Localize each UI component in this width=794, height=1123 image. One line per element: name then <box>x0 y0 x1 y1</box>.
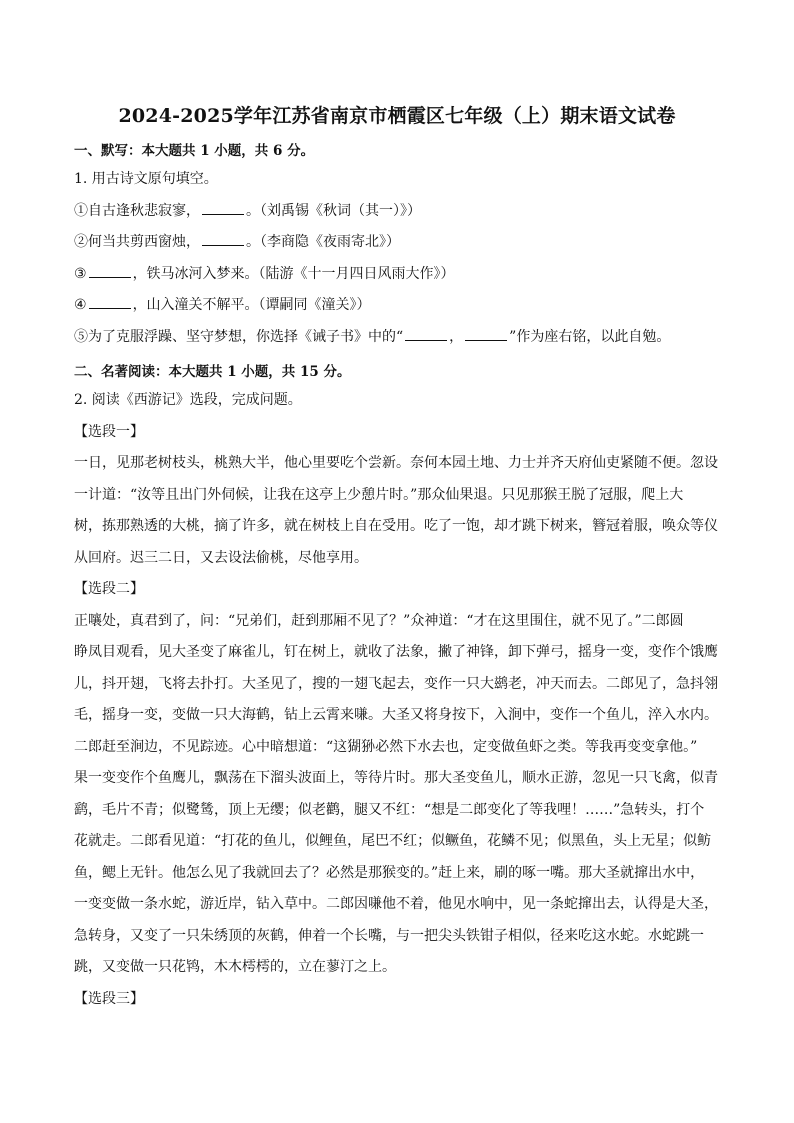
answer-blank[interactable] <box>202 200 244 215</box>
excerpt-line: 一日，见那老树枝头，桃熟大半，他心里要吃个尝新。奈何本园土地、力士并齐天府仙吏紧随不便。忽设 <box>74 455 718 471</box>
excerpt-line: 毛，摇身一变，变做一只大海鹤，钻上云霄来嗛。大圣又将身按下，入涧中，变作一个鱼儿，淬入水内。 <box>74 707 718 723</box>
excerpt-line: 二郎赶至涧边，不见踪迹。心中暗想道：“这猢狲必然下水去也，定变做鱼虾之类。等我再变变拿他。” <box>74 738 698 755</box>
item-5 <box>74 322 720 354</box>
answer-blank[interactable] <box>202 231 244 246</box>
excerpt-line: 跳，又变做一只花鸨，木木樗樗的，立在蓼汀之上。 <box>74 959 396 975</box>
item-5-post: ”作为座右铭，以此自勉。 <box>509 328 671 345</box>
excerpt-2-text <box>74 606 720 984</box>
excerpt-line: 正嚷处，真君到了，问：“兄弟们，赶到那厢不见了？”众神道：“才在这里围住，就不见了。”二郎圆 <box>74 612 684 629</box>
excerpt-line: 一变变做一条水蛇，游近岸，钻入草中。二郎因嗛他不着，他见水响中，见一条蛇撺出去，认得是大圣， <box>74 896 718 912</box>
question-1-prompt: 1. 用古诗文原句填空。 <box>74 171 218 187</box>
excerpt-line: 睁凤目观看，见大圣变了麻雀儿，钉在树上，就收了法象，撇了神锋，卸下弹弓，摇身一变，变作个饿鹰 <box>74 644 718 660</box>
excerpt-1-tag: 【选段一】 <box>74 423 144 440</box>
excerpt-line: 果一变变作个鱼鹰儿，飘荡在下溜头波面上，等待片时。那大圣变鱼儿，顺水正游，忽见一只飞禽，似青 <box>74 770 718 786</box>
excerpt-line: 花就走。二郎看见道：“打花的鱼儿，似鲤鱼，尾巴不红；似鳜鱼，花鳞不见；似黑鱼，头上无星；似鲂 <box>74 833 712 849</box>
excerpt-1-text <box>74 448 720 574</box>
excerpt-line: 急转身，又变了一只朱绣顶的灰鹤，伸着一个长嘴，与一把尖头铁钳子相似，径来吃这水蛇。水蛇跳一 <box>74 927 704 944</box>
item-1 <box>74 196 720 228</box>
excerpt-line: 鱼，鳃上无针。他怎么见了我就回去了？必然是那猴变的。”赶上来，刷的啄一嘴。那大圣就撺出水中， <box>74 864 705 881</box>
excerpt-line: 儿，抖开翅，飞将去扑打。大圣见了，搜的一翅飞起去，变作一只大鹚老，冲天而去。二郎见了，急抖翎 <box>74 675 718 692</box>
answer-blank[interactable] <box>465 326 507 341</box>
item-1-pre: ①自古逢秋悲寂寥， <box>74 202 200 219</box>
item-4-pre: ④ <box>74 297 87 313</box>
excerpt-2-tag: 【选段二】 <box>74 581 144 597</box>
excerpt-line: 鹞，毛片不青；似鹭鸶，顶上无缨；似老鹳，腿又不红：“想是二郎变化了等我哩！……”急转头，打个 <box>74 801 705 818</box>
item-2-pre: ②何当共剪西窗烛， <box>74 234 200 250</box>
item-2-post: 。（李商隐《夜雨寄北》） <box>246 234 400 250</box>
item-2 <box>74 227 720 259</box>
question-2-prompt: 2. 阅读《西游记》选段，完成问题。 <box>74 392 302 408</box>
item-3-post: ，铁马冰河入梦来。（陆游《十一月四日风雨大作》） <box>132 265 455 282</box>
item-3-pre: ③ <box>74 265 87 282</box>
item-5-pre: ⑤为了克服浮躁、坚守梦想，你选择《诫子书》中的“ <box>74 328 404 345</box>
item-3 <box>74 259 720 291</box>
answer-blank[interactable] <box>89 294 131 309</box>
section-heading-dictation: 一、默写：本大题共 1 小题，共 6 分。 <box>74 143 315 159</box>
section-heading-reading: 二、名著阅读：本大题共 1 小题，共 15 分。 <box>74 364 351 380</box>
item-4-post: ，山入潼关不解平。（谭嗣同《潼关》） <box>132 297 371 313</box>
excerpt-line: 从回府。迟三二日，又去设法偷桃，尽他享用。 <box>74 549 368 566</box>
item-5-mid: ， <box>449 328 464 345</box>
item-1-post: 。（刘禹锡《秋词（其一）》） <box>246 202 421 219</box>
item-4 <box>74 290 720 322</box>
excerpt-line: 树，拣那熟透的大桃，摘了许多，就在树枝上自在受用。吃了一饱，却才跳下树来，簪冠着服，唤众等仪 <box>74 518 718 534</box>
page-title: 2024-2025学年江苏省南京市栖霞区七年级（上）期末语文试卷 <box>118 105 676 127</box>
answer-blank[interactable] <box>89 263 131 278</box>
excerpt-line: 一计道：“汝等且出门外伺候，让我在这亭上少憩片时。”那众仙果退。只见那猴王脱了冠服，爬上大 <box>74 486 684 503</box>
answer-blank[interactable] <box>405 326 447 341</box>
excerpt-3-tag: 【选段三】 <box>74 990 144 1007</box>
